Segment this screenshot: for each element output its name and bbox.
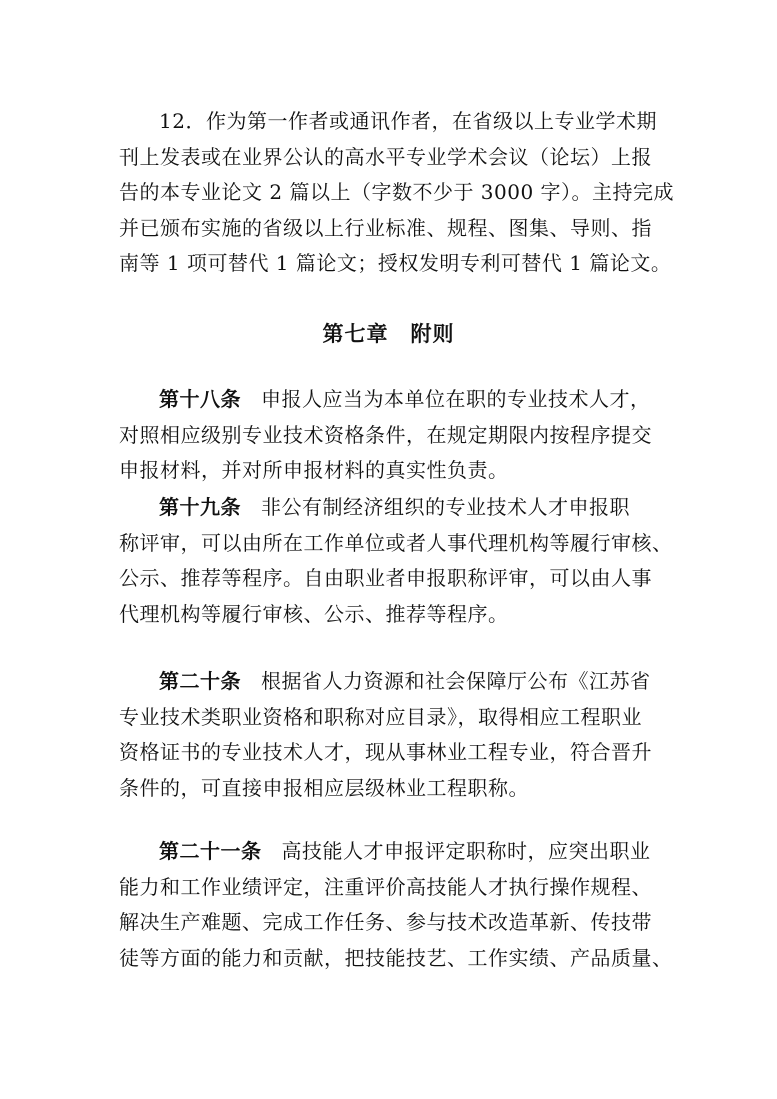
paragraph-line: 告的本专业论文 2 篇以上（字数不少于 3000 字）。主持完成 <box>119 180 675 204</box>
article-label: 第二十一条 <box>159 839 262 863</box>
article-text: 高技能人才申报评定职称时，应突出职业 <box>281 839 651 863</box>
paragraph-line: 条件的，可直接申报相应层级林业工程职称。 <box>119 775 529 800</box>
paragraph-line: 解决生产难题、完成工作任务、参与技术改造革新、传技带 <box>119 910 652 934</box>
article-label: 第十九条 <box>159 495 241 519</box>
paragraph-line: 代理机构等履行审核、公示、推荐等程序。 <box>119 601 509 626</box>
paragraph-line <box>119 382 679 418</box>
paragraph-line <box>119 664 679 700</box>
paragraph-line: 12．作为第一作者或通讯作者，在省级以上专业学术期 <box>159 109 657 133</box>
paragraph-line: 南等 1 项可替代 1 篇论文；授权发明专利可替代 1 篇论文。 <box>119 251 672 275</box>
paragraph-line: 资格证书的专业技术人才，现从事林业工程专业，符合晋升 <box>119 740 652 764</box>
paragraph-line <box>119 490 679 526</box>
article-label: 第二十条 <box>159 669 241 693</box>
paragraph-line: 申报材料，并对所申报材料的真实性负责。 <box>119 458 509 482</box>
article-label: 第十八条 <box>159 387 241 411</box>
paragraph-line <box>119 834 679 870</box>
article-19-paragraph <box>119 490 679 632</box>
paragraph-line: 公示、推荐等程序。自由职业者申报职称评审，可以由人事 <box>119 566 652 590</box>
article-21-paragraph <box>119 834 679 976</box>
paragraph-line: 刊上发表或在业界公认的高水平专业学术会议（论坛）上报 <box>119 144 652 169</box>
article-20-paragraph <box>119 664 679 806</box>
paragraph-line: 专业技术类职业资格和职称对应目录》，取得相应工程职业 <box>119 704 642 729</box>
article-18-paragraph <box>119 382 679 489</box>
paragraph-line: 徒等方面的能力和贡献，把技能技艺、工作实绩、产品质量、 <box>119 945 673 970</box>
paragraph-line: 能力和工作业绩评定，注重评价高技能人才执行操作规程、 <box>119 874 652 899</box>
article-text: 申报人应当为本单位在职的专业技术人才， <box>261 387 651 411</box>
paragraph-line: 对照相应级别专业技术资格条件，在规定期限内按程序提交 <box>119 422 652 447</box>
chapter-title: 第七章 附则 <box>322 322 455 346</box>
paragraph-line: 称评审，可以由所在工作单位或者人事代理机构等履行审核、 <box>119 530 673 555</box>
paragraph-line: 并已颁布实施的省级以上行业标准、规程、图集、导则、指 <box>119 215 652 240</box>
article-text: 根据省人力资源和社会保障厅公布《江苏省 <box>261 669 651 693</box>
item-12-paragraph <box>119 104 679 282</box>
article-text: 非公有制经济组织的专业技术人才申报职 <box>261 495 630 519</box>
